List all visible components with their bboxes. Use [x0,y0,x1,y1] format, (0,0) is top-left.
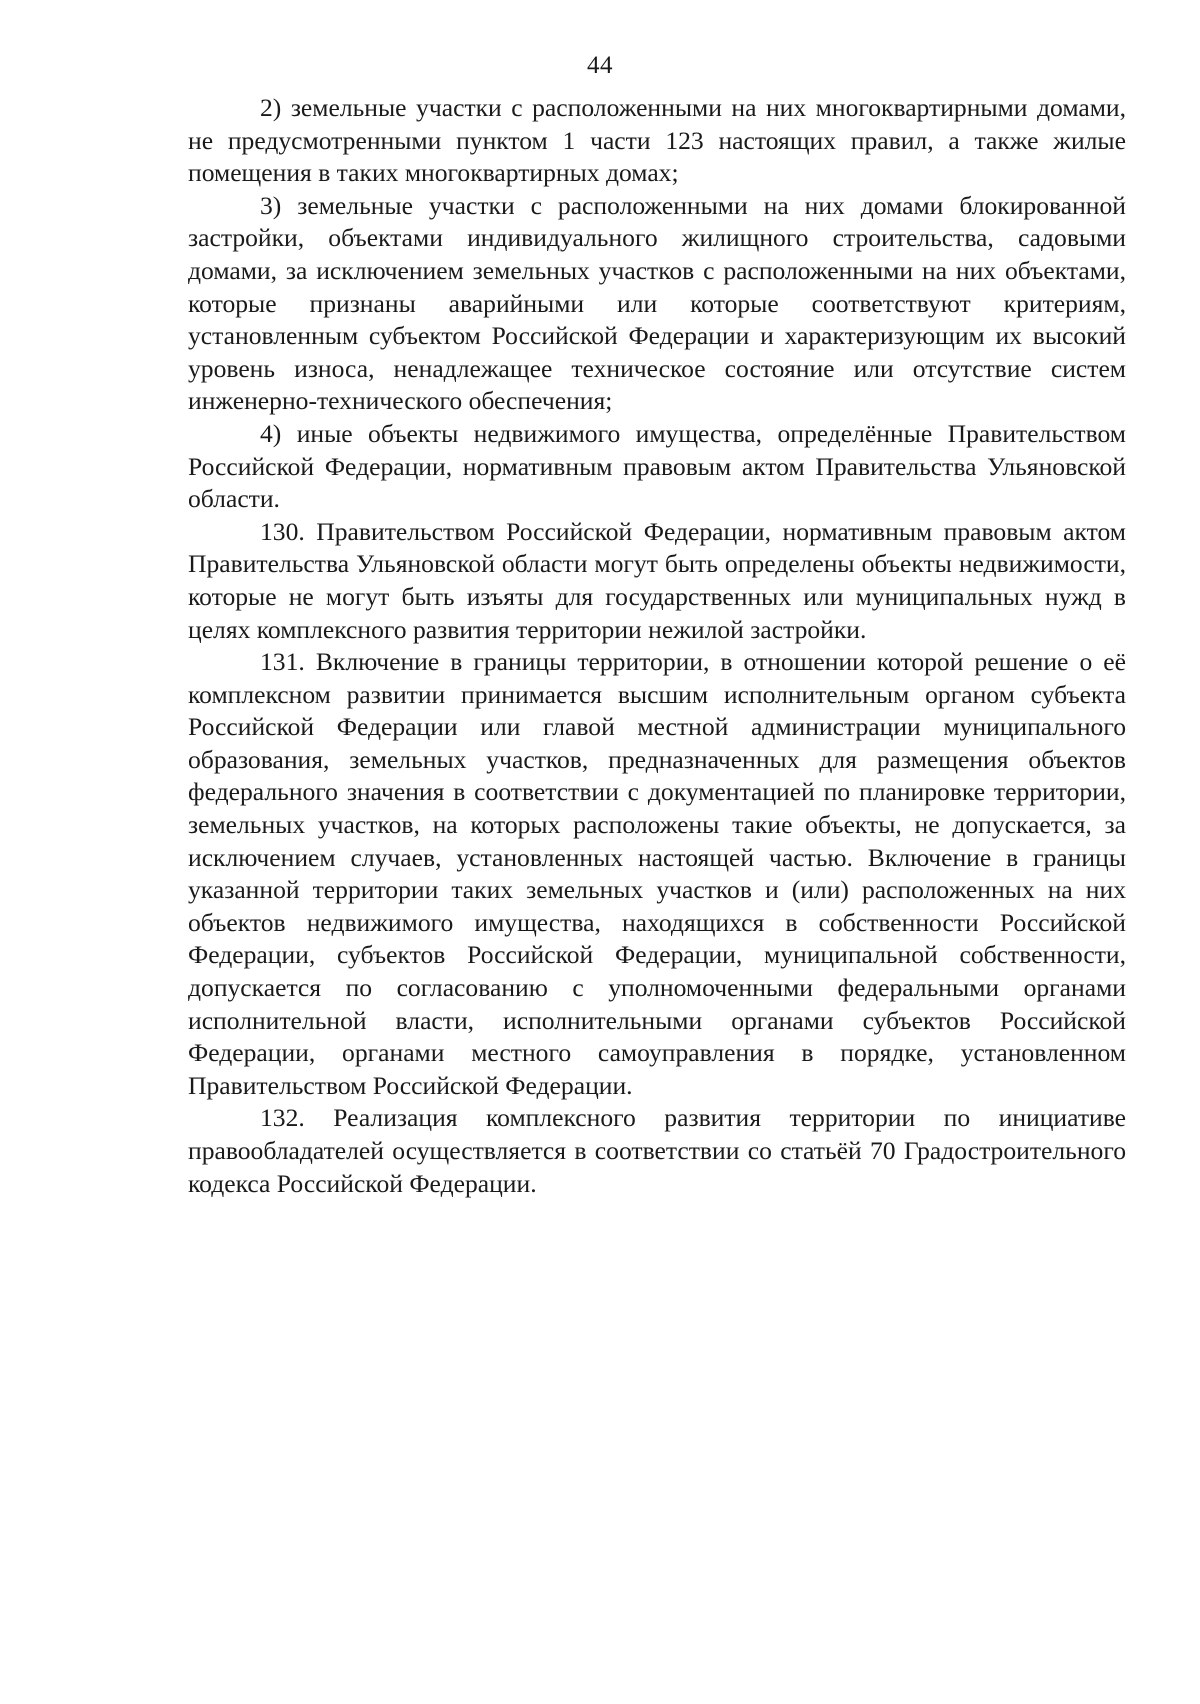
page-number: 44 [587,52,613,79]
paragraph-131: 131. Включение в границы территории, в отношении которой решение о её комплексном развитии принимается высшим исполнительным органом субъекта Российской Федерации или главой местной администрации муниципального образования, земельных участков, предназначенных для размещения объектов федерального значения в соответствии с документацией по планировке территории, земельных участков, на которых расположены такие объекты, не допускается, за исключением случаев, установленных настоящей частью. Включение в границы указанной территории таких земельных участков и (или) расположенных на них объектов недвижимого имущества, находящихся в собственности Российской Федерации, субъектов Российской Федерации, муниципальной собственности, допускается по согласованию с уполномоченными федеральными органами исполнительной власти, исполнительными органами субъектов Российской Федерации, органами местного самоуправления в порядке, установленном Правительством Российской Федерации. [188,647,1126,1100]
paragraph-130: 130. Правительством Российской Федерации, нормативным правовым актом Правительства Ульяновской области могут быть определены объекты недвижимости, которые не могут быть изъяты для государственных или муниципальных нужд в целях комплексного развития территории нежилой застройки. [188,516,1126,644]
paragraph-item-2: 2) земельные участки с расположенными на них многоквартирными домами, не предусмотренными пунктом 1 части 123 настоящих правил, а также жилые помещения в таких многоквартирных домах; [188,93,1126,188]
paragraph-132: 132. Реализация комплексного развития территории по инициативе правообладателей осуществляется в соответствии со статьёй 70 Градостроительного кодекса Российской Федерации. [188,1103,1126,1198]
paragraph-item-4: 4) иные объекты недвижимого имущества, определённые Правительством Российской Федерации, нормативным правовым актом Правительства Ульяновской области. [188,418,1126,514]
paragraph-item-3: 3) земельные участки с расположенными на них домами блокированной застройки, объектами индивидуального жилищного строительства, садовыми домами, за исключением земельных участков с расположенными на них объектами, которые признаны аварийными или которые соответствуют критериям, установленным субъектом Российской Федерации и характеризующим их высокий уровень износа, ненадлежащее техническое состояние или отсутствие систем инженерно-технического обеспечения; [188,190,1126,416]
document-body [188,92,1126,1200]
